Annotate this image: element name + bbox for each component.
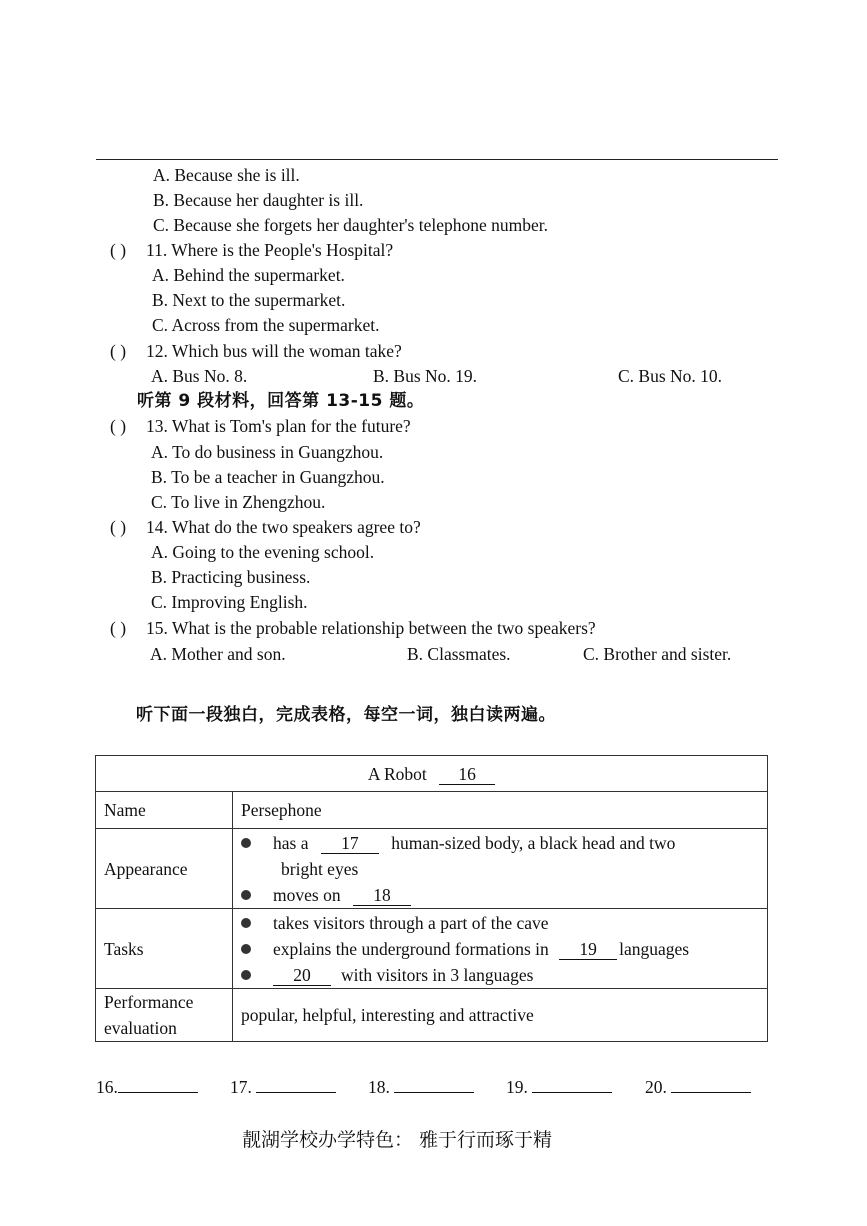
name-label: Name [96,792,233,829]
blank-17[interactable]: 17 [321,833,379,854]
appearance-line-2 [241,882,759,908]
task-3-post: with visitors in 3 languages [341,964,534,985]
answer-17-label: 17. [230,1077,252,1097]
task-1-text: takes visitors through a part of the cave [273,912,549,933]
task-2-pre: explains the underground formations in [273,938,549,959]
answer-16-line[interactable] [118,1074,198,1093]
task-line-2 [241,936,759,962]
q15-option-b: B. Classmates. [407,644,511,664]
appearance-label: Appearance [96,829,233,909]
answer-19 [506,1074,612,1097]
bullet-icon [241,970,251,980]
name-value: Persephone [233,792,768,829]
q11-answer-paren[interactable]: ( ) [110,240,127,260]
answer-19-line[interactable] [532,1074,612,1093]
blank-18[interactable]: 18 [353,885,411,906]
q12-option-a: A. Bus No. 8. [151,366,248,386]
appearance-2-pre: moves on [273,884,341,905]
appearance-line-1-cont: bright eyes [281,858,359,879]
answer-20-line[interactable] [671,1074,751,1093]
q14-question: 14. What do the two speakers agree to? [146,517,421,537]
q14-option-c: C. Improving English. [151,592,308,612]
q13-option-c: C. To live in Zhengzhou. [151,492,326,512]
q13-question: 13. What is Tom's plan for the future? [146,416,411,436]
q11-question: 11. Where is the People's Hospital? [146,240,394,260]
answer-16 [96,1074,198,1097]
q15-option-c: C. Brother and sister. [583,644,732,664]
q15-answer-paren[interactable]: ( ) [110,618,127,638]
answer-19-label: 19. [506,1077,528,1097]
q14-answer-paren[interactable]: ( ) [110,517,127,537]
task-line-3 [241,962,759,988]
q11-option-b: B. Next to the supermarket. [152,290,346,310]
robot-info-table [95,755,768,1042]
answer-16-label: 16. [96,1077,118,1097]
bullet-icon [241,944,251,954]
q10-option-a: A. Because she is ill. [153,165,300,185]
q11-option-a: A. Behind the supermarket. [152,265,345,285]
q15-option-a: A. Mother and son. [150,644,286,664]
q14-option-b: B. Practicing business. [151,567,311,587]
answer-20-label: 20. [645,1077,667,1097]
appearance-1-pre: has a [273,832,309,853]
performance-label-1: Performance [104,992,194,1012]
table-title [96,756,768,792]
q10-option-b: B. Because her daughter is ill. [153,190,364,210]
q13-answer-paren[interactable]: ( ) [110,416,127,436]
section-9-heading: 听第 9 段材料，回答第 13-15 题。 [137,391,425,411]
performance-label-2: evaluation [104,1018,177,1038]
school-motto-footer: 靓湖学校办学特色： 雅于行而琢于精 [242,1129,553,1151]
blank-20[interactable]: 20 [273,965,331,986]
tasks-label: Tasks [96,909,233,989]
monologue-instruction: 听下面一段独白，完成表格，每空一词，独白读两遍。 [136,705,556,725]
performance-value: popular, helpful, interesting and attractive [233,989,768,1042]
appearance-1-post: human-sized body, a black head and two [391,832,676,853]
bullet-icon [241,918,251,928]
blank-19[interactable]: 19 [559,939,617,960]
appearance-cell [233,829,768,909]
q12-answer-paren[interactable]: ( ) [110,341,127,361]
table-title-text: A Robot [367,763,427,784]
q11-option-c: C. Across from the supermarket. [152,315,380,335]
appearance-line-1 [241,830,759,856]
q12-option-c: C. Bus No. 10. [618,366,723,386]
bullet-icon [241,890,251,900]
top-divider [96,159,778,160]
bullet-icon [241,838,251,848]
answer-18-label: 18. [368,1077,390,1097]
q14-option-a: A. Going to the evening school. [151,542,375,562]
tasks-cell [233,909,768,989]
task-line-1 [241,910,759,936]
q15-question: 15. What is the probable relationship between the two speakers? [146,618,596,638]
q13-option-b: B. To be a teacher in Guangzhou. [151,467,385,487]
answer-20 [645,1074,751,1097]
performance-label [96,989,233,1042]
q13-option-a: A. To do business in Guangzhou. [151,442,384,462]
q10-option-c: C. Because she forgets her daughter's telephone number. [153,215,549,235]
answer-17-line[interactable] [256,1074,336,1093]
answer-17 [230,1074,336,1097]
q12-option-b: B. Bus No. 19. [373,366,478,386]
task-2-post: languages [619,938,690,959]
blank-16[interactable]: 16 [439,764,495,785]
answer-18 [368,1074,474,1097]
answer-18-line[interactable] [394,1074,474,1093]
q12-question: 12. Which bus will the woman take? [146,341,402,361]
